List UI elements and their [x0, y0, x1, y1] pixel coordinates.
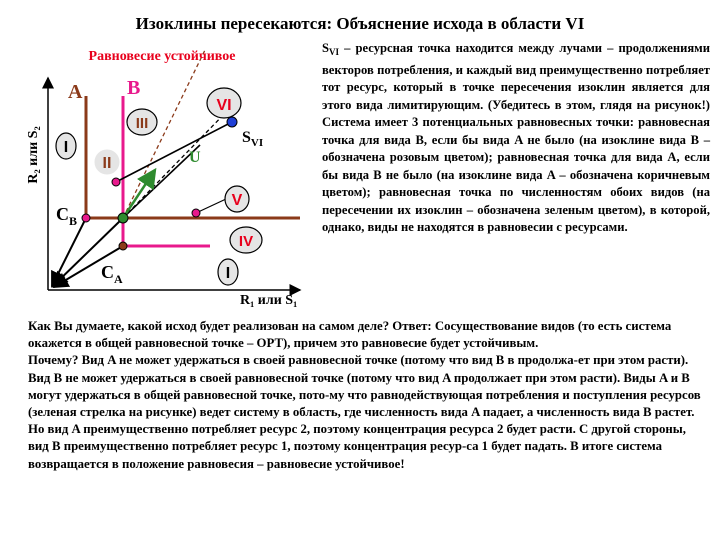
side-explanation [322, 40, 710, 237]
link-v [196, 199, 226, 213]
region-vi [207, 88, 241, 118]
equilibrium-b [82, 214, 90, 222]
region-i-bottom [218, 259, 238, 285]
uptake-point [112, 178, 120, 186]
svg-text:I: I [225, 265, 231, 282]
stability-label: Равновесие устойчивое [88, 49, 236, 64]
answer-paragraph: Как Вы думаете, какой исход будет реализован на самом деле? Ответ: Сосуществование видов (то есть система окажется в общей равновесной точке – ОРТ), причем это равновесие будет устойчивым. [28, 319, 672, 351]
svg-text:III: III [135, 115, 149, 132]
cb-label: $C_B$ [56, 204, 78, 228]
uptake-label: U [189, 149, 201, 166]
species-b-label: B [127, 77, 141, 99]
region-i-left [56, 133, 76, 159]
ca-label: $C_A$ [101, 262, 123, 286]
region-v [225, 186, 249, 212]
side-body: – ресурсная точка находится между лучами – продолжениями векторов потребления, и каждый вид преимущественно потребляет тот ресурс, который в точке пересечения изоклин является для этого вида лимитирующим. (Убедитесь в этом, глядя на рисунок!) Система имеет 3 потенциальных равновесных точки: равновесная точка для вида B, если бы вида A не было (на изоклине вида B – обозначена розовым цветом); равновесная точка для вида A, если бы вида B не было (на изоклине вида A – обозначена коричневым цветом); равновесная точка по численностям обоих видов (на пересечении их изоклин – обозначена зеленым цветом), в которой, однако, виды не находятся в равновесии с ресурсами. [322, 41, 710, 234]
y-axis-label: R₂ или S₂ [26, 126, 41, 184]
isocline-diagram [0, 0, 320, 318]
species-a-label: A [68, 81, 83, 103]
slide-title: Изоклины пересекаются: Объяснение исхода в области VI [135, 14, 585, 33]
side-lead-sub: VI [329, 47, 340, 57]
region-ii [95, 150, 119, 174]
vector-cb [52, 218, 86, 286]
side-lead: S [322, 41, 330, 55]
supply-point-label: $S_{VI}$ [242, 129, 264, 149]
equilibrium-common [118, 213, 128, 223]
region-iii [127, 109, 157, 135]
why-paragraph: Почему? Вид A не может удержаться в своей равновесной точке (потому что вид B в продолжа-ет при этом расти). Вид B не может удержаться в своей равновесной точке (потому что вид A продолжает при этом расти). Виды A и B могут удержаться в общей равновесной точке, пото-му что равнодействующая потребления и поступления ресурсов (зеленая стрелка на рисунке) ведет систему в область, где численность вида A падает, а численность вида B растет. Но вид A преимущественно потребляет ресурс 2, поэтому концентрация ресурса 2 будет расти. С другой стороны, вид B преимущественно потребляет ресурс 1, поэтому концентрация ресур-са 1 будет падать. В итоге система возвращается в положение равновесия – равновесие устойчивое! [28, 353, 701, 471]
svg-text:IV: IV [238, 233, 254, 250]
equilibrium-a [119, 242, 127, 250]
x-axis-label: R₁ или S₁ [240, 293, 298, 308]
svg-text:I: I [63, 139, 69, 156]
svg-text:II: II [102, 155, 112, 172]
v-link-point [192, 209, 200, 217]
svg-text:VI: VI [216, 97, 232, 114]
region-iv [230, 227, 262, 253]
supply-point [227, 117, 237, 127]
svg-text:V: V [231, 192, 243, 209]
bottom-explanation [28, 318, 708, 473]
resultant-arrow [123, 170, 155, 218]
